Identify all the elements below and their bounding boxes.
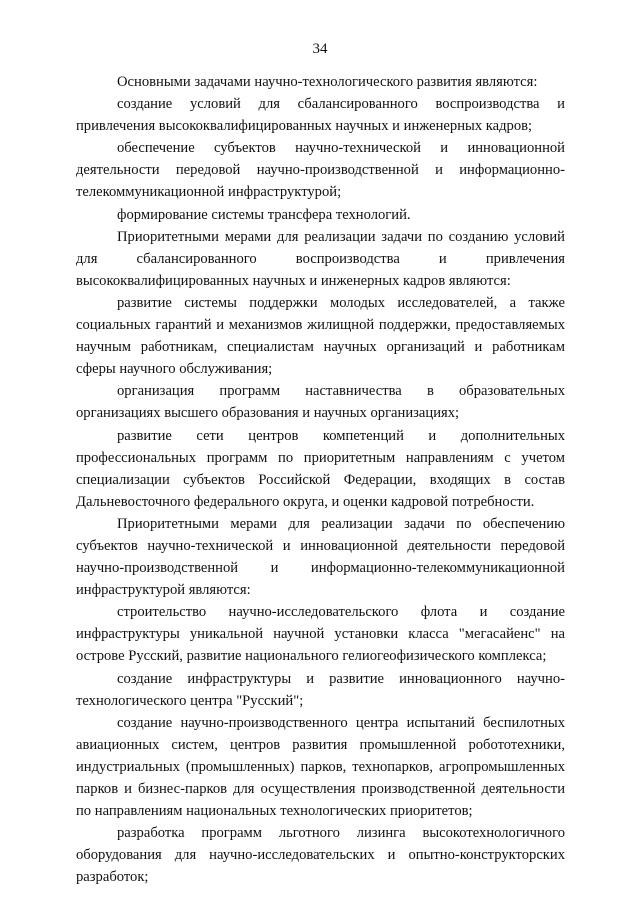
- paragraph-measure-leasing-program: разработка программ льготного лизинга высокотехнологичного оборудования для научно-исследовательских и опытно-конструкторских разработок;: [76, 825, 565, 886]
- paragraph-task-infrastructure: обеспечение субъектов научно-технической и инновационной деятельности передовой научно-производственной и информационно-телекоммуникационной инфраструктурой;: [76, 140, 565, 201]
- paragraph-tasks-intro: Основными задачами научно-технологического развития являются:: [117, 74, 538, 90]
- paragraph-measure-research-fleet: строительство научно-исследовательского флота и создание инфраструктуры уникальной научной установки класса "мегасайенс" на острове Русский, развитие национального гелиогеофизического комплекса;: [76, 604, 565, 665]
- paragraph-measure-innovation-center: создание инфраструктуры и развитие инновационного научно-технологического центра "Русский";: [76, 670, 565, 709]
- paragraph-measure-competence-centers: развитие сети центров компетенций и дополнительных профессиональных программ по приоритетным направлениям с учетом специализации субъектов Российской Федерации, входящих в состав Дальневосточного федерального округа, и оценки кадровой потребности.: [76, 427, 565, 510]
- paragraph-measure-young-researchers: развитие системы поддержки молодых исследователей, а также социальных гарантий и механизмов жилищной поддержки, предоставляемых научным работникам, специалистам научных организаций и работникам сферы научного обслуживания;: [76, 294, 565, 378]
- paragraph-measure-mentoring: организация программ наставничества в образовательных организациях высшего образования и научных организациях;: [76, 383, 565, 422]
- page-number: 34: [312, 41, 328, 57]
- paragraph-task-personnel: создание условий для сбалансированного воспроизводства и привлечения высококвалифицированных научных и инженерных кадров;: [76, 96, 565, 135]
- paragraph-infrastructure-measures-intro: Приоритетными мерами для реализации задачи по обеспечению субъектов научно-технической и инновационной деятельности передовой научно-производственной и информационно-телекоммуникационной инфраструктурой являются:: [76, 515, 565, 599]
- paragraph-personnel-measures-intro: Приоритетными мерами для реализации задачи по созданию условий для сбалансированного воспроизводства и привлечения высококвалифицированных научных и инженерных кадров являются:: [76, 228, 565, 289]
- paragraph-task-technology-transfer: формирование системы трансфера технологий.: [117, 206, 411, 223]
- paragraph-measure-drone-testing-center: создание научно-производственного центра испытаний беспилотных авиационных систем, центров развития промышленной робототехники, индустриальных (промышленных) парков, технопарков, агропромышленных парков и бизнес-парков для осуществления производственной деятельности по направлениям национальных технологических приоритетов;: [76, 714, 565, 820]
- document-body: [76, 71, 565, 888]
